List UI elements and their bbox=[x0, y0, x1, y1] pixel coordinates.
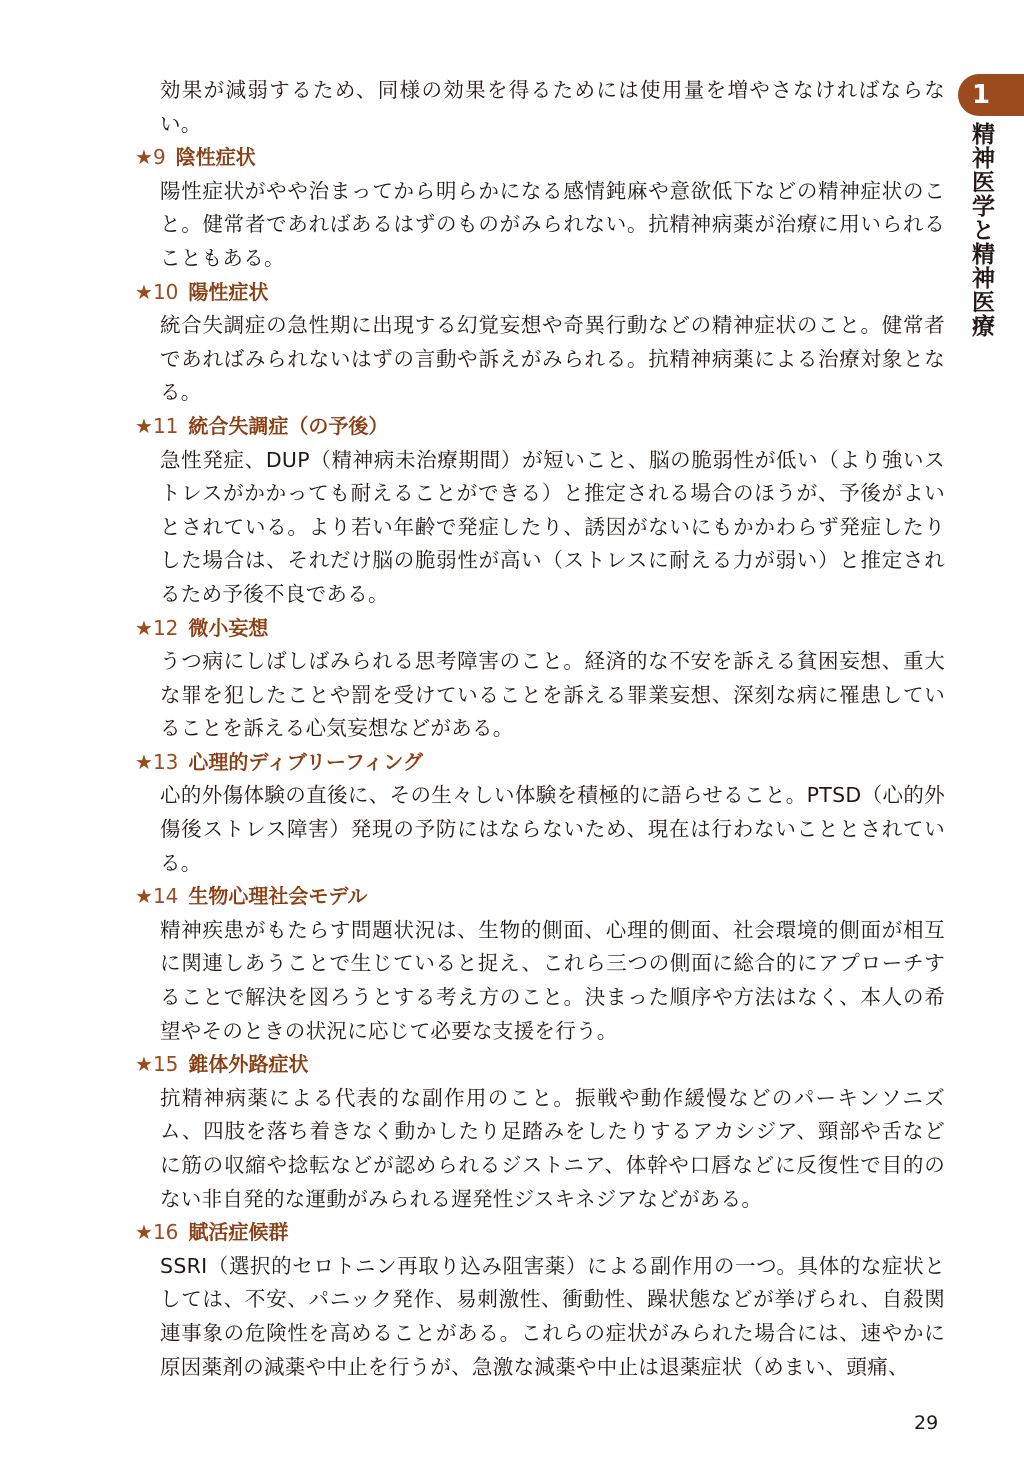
entry-body: 抗精神病薬による代表的な副作用のこと。振戦や動作緩慢などのパーキンソニズム、四肢を落ち着きなく動かしたり足踏みをしたりするアカシジア、頸部や舌などに筋の収縮や捻転などが認められるジストニア、体幹や口唇などに反復性で目的のない非自発的な運動がみられる遅発性ジスキネジアなどがある。 bbox=[160, 1085, 945, 1211]
star-icon: ★ bbox=[135, 615, 153, 640]
entry-number: 10 bbox=[152, 279, 179, 304]
glossary-entry bbox=[135, 612, 945, 746]
entry-body: 急性発症、DUP（精神病未治療期間）が短いこと、脳の脆弱性が低い（より強いストレスがかかっても耐えることができる）と推定される場合のほうが、予後がよいとされている。より若い年齢で発症したり、誘因がないにもかかわらず発症したりした場合は、それだけ脳の脆弱性が高い（ストレスに耐える力が弱い）と推定されるため予後不良である。 bbox=[160, 447, 945, 606]
star-icon: ★ bbox=[135, 749, 153, 774]
entry-number: 12 bbox=[152, 615, 179, 640]
glossary-entry bbox=[135, 276, 945, 410]
entry-term: 統合失調症（の予後） bbox=[188, 413, 389, 438]
intro-text: 効果が減弱するため、同様の効果を得るためには使用量を増やさなければならない。 bbox=[160, 78, 945, 136]
star-icon: ★ bbox=[135, 1052, 153, 1077]
entry-number: 14 bbox=[152, 884, 179, 909]
entry-heading bbox=[135, 141, 945, 175]
star-icon: ★ bbox=[135, 413, 153, 438]
entry-heading bbox=[135, 746, 945, 780]
star-icon: ★ bbox=[135, 145, 153, 170]
glossary-entry bbox=[135, 141, 945, 275]
entry-term: 微小妄想 bbox=[188, 615, 269, 640]
star-icon: ★ bbox=[135, 884, 153, 909]
entry-body: 統合失調症の急性期に出現する幻覚妄想や奇異行動などの精神症状のこと。健常者であればみられないはずの言動や訴えがみられる。抗精神病薬による治療対象となる。 bbox=[160, 313, 945, 405]
entry-term: 生物心理社会モデル bbox=[188, 884, 368, 909]
entry-heading bbox=[135, 612, 945, 646]
entry-body: 陽性症状がやや治まってから明らかになる感情鈍麻や意欲低下などの精神症状のこと。健常者であればあるはずのものがみられない。抗精神病薬が治療に用いられることもある。 bbox=[160, 178, 945, 270]
glossary-entry bbox=[135, 746, 945, 880]
entry-number: 16 bbox=[152, 1220, 179, 1245]
entry-number: 11 bbox=[152, 413, 179, 438]
chapter-tab bbox=[958, 74, 1024, 116]
chapter-number: 1 bbox=[972, 80, 991, 110]
entry-term: 陰性症状 bbox=[175, 145, 256, 170]
entry-heading bbox=[135, 1216, 945, 1250]
glossary-content bbox=[135, 74, 945, 1384]
entry-term: 陽性症状 bbox=[188, 279, 269, 304]
glossary-entry bbox=[135, 410, 945, 612]
entry-heading bbox=[135, 410, 945, 444]
glossary-entry bbox=[135, 880, 945, 1048]
entry-term: 心理的ディブリーフィング bbox=[188, 749, 423, 774]
entry-heading bbox=[135, 880, 945, 914]
entry-heading bbox=[135, 1048, 945, 1082]
entry-body: 心的外傷体験の直後に、その生々しい体験を積極的に語らせること。PTSD（心的外傷後ストレス障害）発現の予防にはならないため、現在は行わないこととされている。 bbox=[160, 783, 945, 875]
entry-number: 13 bbox=[152, 749, 179, 774]
entry-body: うつ病にしばしばみられる思考障害のこと。経済的な不安を訴える貧困妄想、重大な罪を犯したことや罰を受けていることを訴える罪業妄想、深刻な病に罹患していることを訴える心気妄想などがある。 bbox=[160, 649, 945, 741]
chapter-title: 精神医学と精神医療 bbox=[968, 122, 994, 338]
entry-heading bbox=[135, 276, 945, 310]
star-icon: ★ bbox=[135, 279, 153, 304]
page-number: 29 bbox=[914, 1412, 939, 1434]
entry-number: 9 bbox=[152, 145, 166, 170]
glossary-entry bbox=[135, 1048, 945, 1216]
star-icon: ★ bbox=[135, 1220, 153, 1245]
entry-body: SSRI（選択的セロトニン再取り込み阻害薬）による副作用の一つ。具体的な症状としては、不安、パニック発作、易刺激性、衝動性、躁状態などが挙げられ、自殺関連事象の危険性を高めることがある。これらの症状がみられた場合には、速やかに原因薬剤の減薬や中止を行うが、急激な減薬や中止は退薬症状（めまい、頭痛、 bbox=[160, 1253, 945, 1379]
entry-number: 15 bbox=[152, 1052, 179, 1077]
entry-body: 精神疾患がもたらす問題状況は、生物的側面、心理的側面、社会環境的側面が相互に関連しあうことで生じていると捉え、これら三つの側面に総合的にアプローチすることで解決を図ろうとする考え方のこと。決まった順序や方法はなく、本人の希望やそのときの状況に応じて必要な支援を行う。 bbox=[160, 917, 945, 1043]
entry-term: 賦活症候群 bbox=[188, 1220, 289, 1245]
entry-term: 錐体外路症状 bbox=[188, 1052, 309, 1077]
glossary-entry bbox=[135, 1216, 945, 1384]
